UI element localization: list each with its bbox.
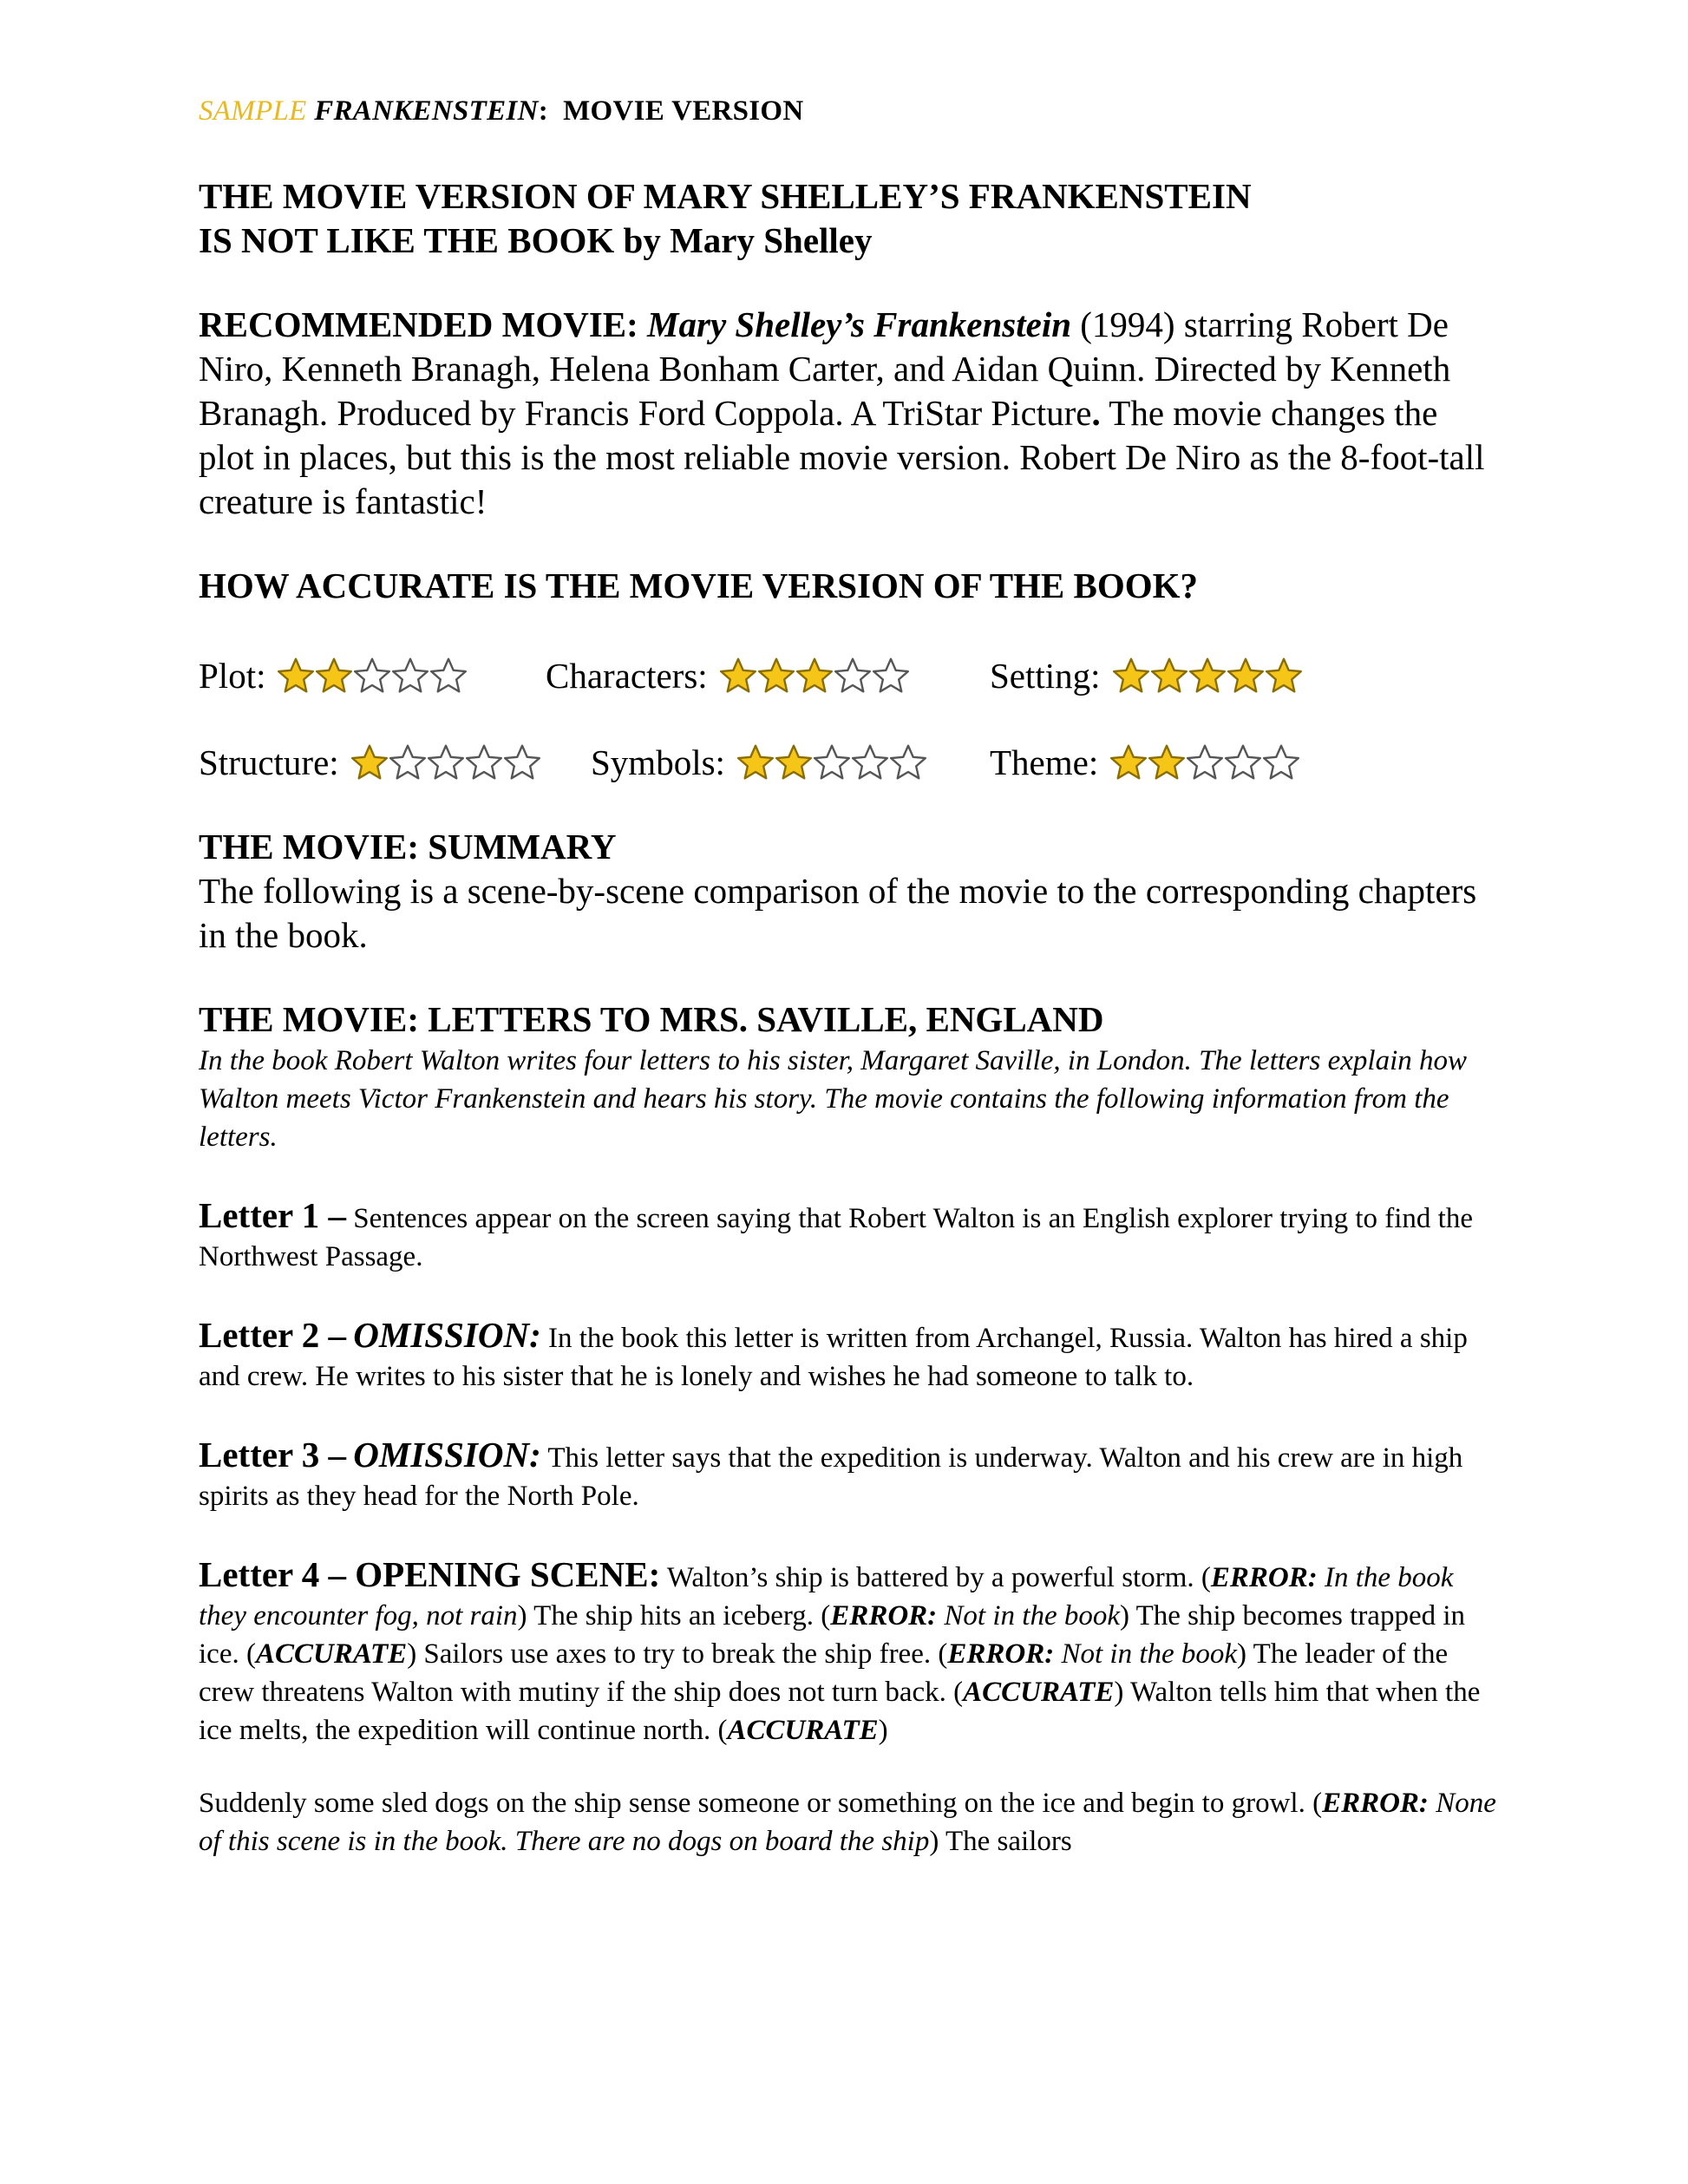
letter-4-text: ) — [878, 1715, 888, 1746]
filled-star-icon — [1187, 657, 1227, 695]
error-note: In the book they encounter fog, not rain — [199, 1562, 1454, 1631]
error-note: None of this scene is in the book. There are no dogs on board the ship — [199, 1788, 1496, 1857]
rating-symbols — [591, 742, 990, 783]
recommended-movie — [199, 303, 1500, 524]
recommended-movie-title: Mary Shelley’s Frankenstein — [647, 304, 1072, 344]
letter-3-tag: OMISSION: — [353, 1435, 541, 1475]
letter-4-text: Walton’s ship is battered by a powerful storm. ( — [666, 1562, 1211, 1593]
rating-plot — [199, 655, 546, 696]
filled-star-icon — [350, 743, 389, 781]
filled-star-icon — [736, 743, 775, 781]
rating-label: Characters: — [546, 656, 708, 696]
empty-star-icon — [812, 743, 852, 781]
recommended-period: . — [1091, 393, 1101, 433]
filled-star-icon — [314, 657, 354, 695]
error-note: Not in the book — [944, 1600, 1120, 1631]
error-tag: ERROR: — [1210, 1562, 1318, 1593]
accuracy-heading: HOW ACCURATE IS THE MOVIE VERSION OF THE BOOK? — [199, 566, 1199, 605]
letter-4-text: ) Walton tells him that when the ice melts, the expedition will continue north. ( — [199, 1677, 1481, 1746]
rating-label: Theme: — [990, 742, 1099, 782]
letter-2-tag: OMISSION: — [353, 1315, 541, 1355]
star-rating — [736, 743, 926, 781]
letter-4-text: ) The ship hits an iceberg. ( — [517, 1600, 831, 1631]
letter-1-heading: Letter 1 – — [199, 1195, 347, 1235]
paragraph-text: Suddenly some sled dogs on the ship sense someone or something on the ice and begin to growl. ( — [199, 1788, 1323, 1819]
empty-star-icon — [388, 743, 428, 781]
rating-characters — [546, 655, 990, 696]
summary-heading: THE MOVIE: SUMMARY — [199, 827, 617, 866]
filled-star-icon — [756, 657, 796, 695]
empty-star-icon — [871, 657, 911, 695]
error-tag: ERROR: — [1322, 1788, 1429, 1819]
letters-section — [199, 997, 1500, 1156]
empty-star-icon — [352, 657, 392, 695]
star-rating — [276, 657, 467, 695]
filled-star-icon — [1226, 657, 1266, 695]
header-book-title: FRANKENSTEIN — [314, 95, 539, 127]
empty-star-icon — [464, 743, 504, 781]
letters-intro: In the book Robert Walton writes four letters to his sister, Margaret Saville, in London. The letters explain how Walton meets Victor Frankenstein and hears his story. The movie contains the following information from the letters. — [199, 1045, 1468, 1153]
letter-1 — [199, 1196, 1500, 1276]
error-note: Not in the book — [1061, 1638, 1238, 1670]
accurate-tag: ACCURATE — [963, 1677, 1115, 1708]
rating-label: Plot: — [199, 656, 266, 696]
empty-star-icon — [426, 743, 466, 781]
ratings-row-2 — [199, 736, 1500, 788]
header-rest: MOVIE VERSION — [563, 95, 804, 127]
letter-4-text: ) The leader of the crew threatens Walton with mutiny if the ship does not turn back. ( — [199, 1638, 1449, 1708]
letter-2-text: In the book this letter is written from Archangel, Russia. Walton has hired a ship and crew. He writes to his sister that he is lonely and wishes he had someone to talk to. — [199, 1323, 1468, 1392]
title-line-1: THE MOVIE VERSION OF MARY SHELLEY’S FRANKENSTEIN — [199, 176, 1252, 216]
letter-4-heading: Letter 4 – OPENING SCENE: — [199, 1554, 661, 1594]
letter-3-heading: Letter 3 – — [199, 1435, 347, 1475]
accurate-tag: ACCURATE — [727, 1715, 879, 1746]
paragraph-text: ) The sailors — [929, 1826, 1072, 1857]
sample-label: SAMPLE — [199, 95, 307, 127]
letters-heading: THE MOVIE: LETTERS TO MRS. SAVILLE, ENGLAND — [199, 999, 1104, 1039]
rating-label: Symbols: — [591, 742, 725, 782]
filled-star-icon — [1111, 657, 1151, 695]
letter-4 — [199, 1555, 1500, 1749]
accurate-tag: ACCURATE — [255, 1638, 408, 1670]
letter-3 — [199, 1435, 1500, 1515]
page-title — [199, 174, 1500, 263]
summary-text: The following is a scene-by-scene comparison of the movie to the corresponding chapters in the book. — [199, 871, 1477, 955]
running-header — [199, 95, 1500, 128]
filled-star-icon — [276, 657, 316, 695]
letter-4-text: ) Sailors use axes to try to break the ship free. ( — [407, 1638, 948, 1670]
filled-star-icon — [1147, 743, 1187, 781]
filled-star-icon — [795, 657, 834, 695]
sled-dogs-paragraph — [199, 1784, 1500, 1860]
filled-star-icon — [1109, 743, 1148, 781]
rating-label: Structure: — [199, 742, 339, 782]
rating-theme — [990, 742, 1299, 783]
recommended-text: (1994) starring Robert De Niro, Kenneth Branagh, Helena Bonham Carter, and Aidan Quinn. Directed by Kenneth Branagh. Produced by Francis Ford Coppola. A TriStar Picture — [199, 304, 1451, 433]
filled-star-icon — [718, 657, 758, 695]
header-colon: : — [538, 95, 548, 127]
star-rating — [1111, 657, 1302, 695]
empty-star-icon — [390, 657, 430, 695]
empty-star-icon — [502, 743, 542, 781]
rating-structure — [199, 742, 591, 783]
letter-3-text: This letter says that the expedition is underway. Walton and his crew are in high spirits as they head for the North Pole. — [199, 1442, 1463, 1512]
star-rating — [718, 657, 909, 695]
error-tag: ERROR: — [830, 1600, 938, 1631]
empty-star-icon — [1223, 743, 1263, 781]
rating-setting — [990, 655, 1302, 696]
empty-star-icon — [833, 657, 873, 695]
letter-2-heading: Letter 2 – — [199, 1315, 347, 1355]
empty-star-icon — [888, 743, 928, 781]
title-line-2: IS NOT LIKE THE BOOK by Mary Shelley — [199, 220, 873, 260]
empty-star-icon — [850, 743, 890, 781]
recommended-label: RECOMMENDED MOVIE: — [199, 304, 638, 344]
letter-4-text: ) The ship becomes trapped in ice. ( — [199, 1600, 1466, 1670]
summary-section — [199, 825, 1500, 958]
star-rating — [350, 743, 540, 781]
filled-star-icon — [1264, 657, 1304, 695]
ratings-row-1 — [199, 650, 1500, 702]
recommended-text-2: The movie changes the plot in places, but this is the most reliable movie version. Robert De Niro as the 8-foot-tall creature is fantastic! — [199, 393, 1485, 521]
star-rating — [1109, 743, 1299, 781]
error-tag: ERROR: — [947, 1638, 1055, 1670]
empty-star-icon — [1261, 743, 1301, 781]
rating-label: Setting: — [990, 656, 1101, 696]
empty-star-icon — [429, 657, 468, 695]
empty-star-icon — [1185, 743, 1225, 781]
letter-1-text: Sentences appear on the screen saying that Robert Walton is an English explorer trying to find the Northwest Passage. — [199, 1203, 1473, 1272]
filled-star-icon — [774, 743, 814, 781]
filled-star-icon — [1149, 657, 1189, 695]
letter-2 — [199, 1316, 1500, 1396]
document-page — [199, 95, 1500, 1860]
